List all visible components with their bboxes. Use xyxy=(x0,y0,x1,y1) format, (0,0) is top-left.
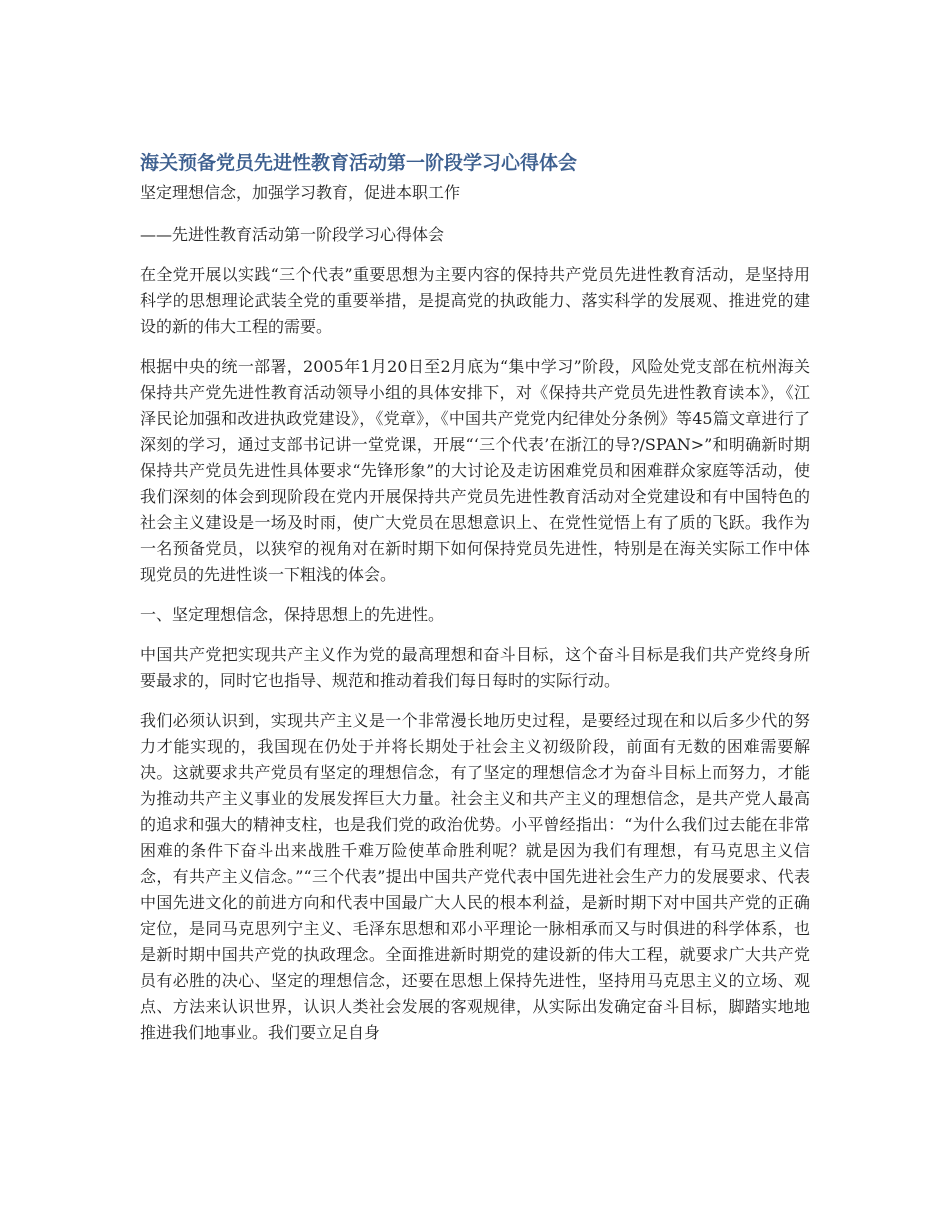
paragraph-intro: 在全党开展以实践“三个代表”重要思想为主要内容的保持共产党员先进性教育活动，是坚持用科学的思想理论武装全党的重要举措，是提高党的执政能力、落实科学的发展观、推进党的建设的新的伟大工程的需要。 xyxy=(140,265,810,336)
paragraph-background: 根据中央的统一部署，2005年1月20日至2月底为“集中学习”阶段，风险处党支部在杭州海关保持共产党先进性教育活动领导小组的具体安排下，对《保持共产党员先进性教育读本》，《江泽民论加强和改进执政党建设》，《党章》，《中国共产党党内纪律处分条例》等45篇文章进行了深刻的学习，通过支部书记讲一堂党课，开展“‘三个代表’在浙江的导?/SPAN>”和明确新时期保持共产党员先进性具体要求“先锋形象”的大讨论及走访困难党员和困难群众家庭等活动，使我们深刻的体会到现阶段在党内开展保持共产党员先进性教育活动对全党建设和有中国特色的社会主义建设是一场及时雨，使广大党员在思想意识上、在党性觉悟上有了质的飞跃。我作为一名预备党员，以狭窄的视角对在新时期下如何保持党员先进性，特别是在海关实际工作中体现党员的先进性谈一下粗浅的体会。 xyxy=(140,357,810,584)
document-title: 海关预备党员先进性教育活动第一阶段学习心得体会 xyxy=(140,152,578,174)
document-byline: ——先进性教育活动第一阶段学习心得体会 xyxy=(140,225,445,244)
section-heading-1: 一、坚定理想信念，保持思想上的先进性。 xyxy=(140,605,445,624)
paragraph-ideals: 中国共产党把实现共产主义作为党的最高理想和奋斗目标，这个奋斗目标是我们共产党终身所要最求的，同时它也指导、规范和推动着我们每日每时的实际行动。 xyxy=(140,645,810,690)
document-subtitle: 坚定理想信念，加强学习教育，促进本职工作 xyxy=(140,183,461,202)
paragraph-recognition: 我们必须认识到，实现共产主义是一个非常漫长地历史过程，是要经过现在和以后多少代的努力才能实现的，我国现在仍处于并将长期处于社会主义初级阶段，前面有无数的困难需要解决。这就要求共产党员有坚定的理想信念，有了坚定的理想信念才为奋斗目标上而努力，才能为推动共产主义事业的发展发挥巨大力量。社会主义和共产主义的理想信念，是共产党人最高的追求和强大的精神支柱，也是我们党的政治优势。小平曾经指出：“为什么我们过去能在非常困难的条件下奋斗出来战胜千难万险使革命胜利呢？就是因为我们有理想，有马克思主义信念，有共产主义信念。”“三个代表”提出中国共产党代表中国先进社会生产力的发展要求、代表中国先进文化的前进方向和代表中国最广大人民的根本利益，是新时期下对中国共产党的正确定位，是同马克思列宁主义、毛泽东思想和邓小平理论一脉相承而又与时俱进的科学体系，也是新时期中国共产党的执政理念。全面推进新时期党的建设新的伟大工程，就要求广大共产党员有必胜的决心、坚定的理想信念，还要在思想上保持先进性，坚持用马克思主义的立场、观点、方法来认识世界，认识人类社会发展的客观规律，从实际出发确定奋斗目标，脚踏实地地推进我们地事业。我们要立足自身 xyxy=(140,711,810,1042)
document-page xyxy=(140,148,810,1060)
